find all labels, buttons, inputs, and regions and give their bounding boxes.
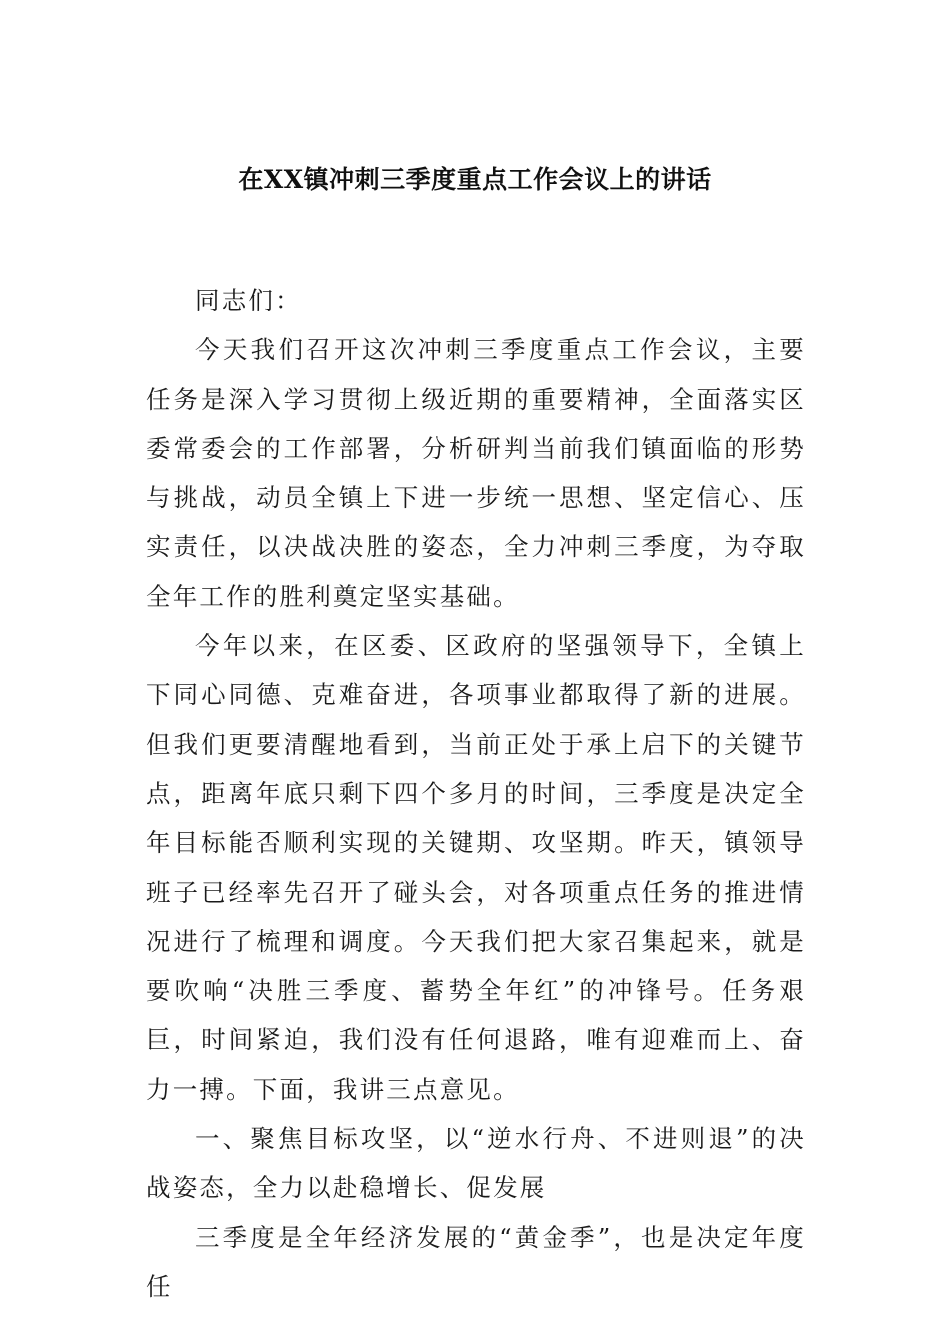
paragraph: 今天我们召开这次冲刺三季度重点工作会议，主要任务是深入学习贯彻上级近期的重要精神，全面落实区委常委会的工作部署，分析研判当前我们镇面临的形势与挑战，动员全镇上下进一步统一思想、坚定信心、压实责任，以决战决胜的姿态，全力冲刺三季度，为夺取全年工作的胜利奠定坚实基础。 (146, 335, 806, 611)
document-title: 在XX镇冲刺三季度重点工作会议上的讲话 (238, 165, 712, 194)
paragraph: 三季度是全年经济发展的“黄金季”，也是决定年度任 (146, 1222, 806, 1301)
salutation: 同志们： (195, 286, 302, 315)
section-heading: 一、聚焦目标攻坚，以“逆水行舟、不进则退”的决战姿态，全力以赴稳增长、促发展 (146, 1124, 806, 1203)
paragraph: 今年以来，在区委、区政府的坚强领导下，全镇上下同心同德、克难奋进，各项事业都取得了新的进展。但我们更要清醒地看到，当前正处于承上启下的关键节点，距离年底只剩下四个多月的时间，三季度是决定全年目标能否顺利实现的关键期、攻坚期。昨天，镇领导班子已经率先召开了碰头会，对各项重点任务的推进情况进行了梳理和调度。今天我们把大家召集起来，就是要吹响“决胜三季度、蓄势全年红”的冲锋号。任务艰巨，时间紧迫，我们没有任何退路，唯有迎难而上、奋力一搏。下面，我讲三点意见。 (146, 631, 806, 1104)
document-body (146, 276, 806, 1311)
